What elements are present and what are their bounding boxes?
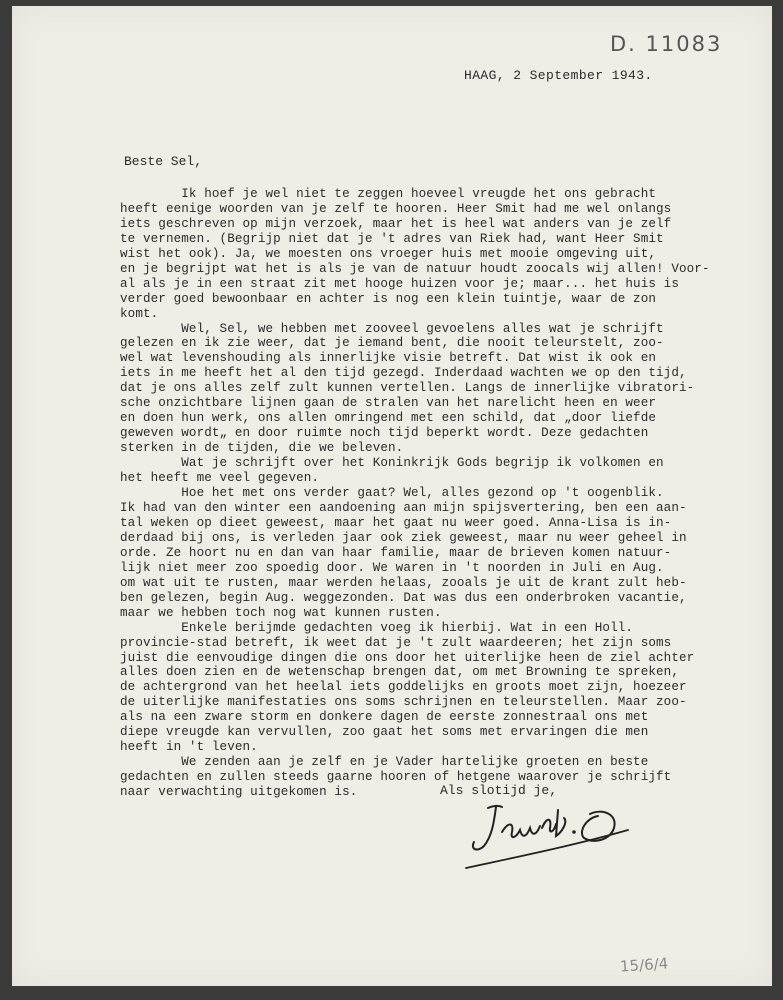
letter-line: en je begrijpt wat het is als je van de natuur houdt zoocals wij allen! Voor- <box>120 261 710 276</box>
letter-line: Ik had van den winter een aandoening aan mijn spijsvertering, ben een aan- <box>120 500 687 515</box>
letter-line: het heeft me veel gegeven. <box>120 471 320 486</box>
salutation: Beste Sel, <box>124 154 203 169</box>
signature-icon <box>452 788 642 880</box>
letter-line: provincie-stad betreft, ik weet dat je 't zult waardeeren; het zijn soms <box>120 635 672 650</box>
letter-line: wel wat levenshouding als innerlijke visie betreft. Dat wist ik ook en <box>120 351 657 366</box>
letter-line: en doen hun werk, ons allen omringend met een schild, dat „door liefde <box>120 411 657 426</box>
letter-line: alles doen zien en de wetenschap brengen dat, om met Browning te spreken, <box>120 665 679 680</box>
letter-line: derdaad bij ons, is verleden jaar ook ziek geweest, maar nu weer geheel in <box>120 530 687 545</box>
pencil-annotation: 15/6/4 <box>619 954 669 976</box>
letter-line: sche onzichtbare lijnen gaan de stralen van het narelicht heen en weer <box>120 396 657 411</box>
closing-phrase: Als slotijd je, <box>440 783 558 798</box>
letter-line: sterken in de tijden, die we beleven. <box>120 441 404 456</box>
letter-line: Ik hoef je wel niet te zeggen hoeveel vreugde het ons gebracht <box>120 186 657 201</box>
letter-line: dat je ons alles zelf zult kunnen vertellen. Langs de innerlijke vibratori- <box>120 381 695 396</box>
letter-line: lijk niet meer zoo spoedig door. We waren in 't noorden in Juli en Aug. <box>120 560 664 575</box>
letter-line: iets geschreven op mijn verzoek, maar het is heel wat anders van je zelf <box>120 216 672 231</box>
letter-line: diepe vreugde kan vervullen, zoo gaat het soms met ervaringen die men <box>120 725 649 740</box>
letter-line: de achtergrond van het heelal iets goddelijks en groots moet zijn, hoezeer <box>120 680 687 695</box>
letter-line: om wat uit te rusten, maar werden helaas, zooals je uit de krant zult heb- <box>120 575 687 590</box>
letter-line: ben gelezen, begin Aug. weggezonden. Dat was dus een onderbroken vacantie, <box>120 590 687 605</box>
letter-line: Enkele berijmde gedachten voeg ik hierbij. Wat in een Holl. <box>120 620 634 635</box>
letter-line: gedachten en zullen steeds gaarne hooren of hetgene waarover je schrijft <box>120 770 672 785</box>
letter-line: te vernemen. (Begrijp niet dat je 't adres van Riek had, want Heer Smit <box>120 231 664 246</box>
letter-line: Hoe het met ons verder gaat? Wel, alles gezond op 't oogenblik. <box>120 486 664 501</box>
letter-line: naar verwachting uitgekomen is. <box>120 785 358 800</box>
letter-line: juist die eenvoudige dingen die ons door het uiterlijke heen de ziel achter <box>120 650 695 665</box>
archive-reference-number: D. 11083 <box>610 32 723 56</box>
letter-line: al als je in een straat zit met hooge huizen voor je; maar... het huis is <box>120 276 679 291</box>
letter-sheet <box>12 6 772 986</box>
letter-line <box>120 172 760 187</box>
letter-line: heeft in 't leven. <box>120 740 258 755</box>
letter-line: Wel, Sel, we hebben met zooveel gevoelens alles wat je schrijft <box>120 321 664 336</box>
letter-line: wist het ook). Ja, we moesten ons vroeger huis met mooie omgeving uit, <box>120 246 657 261</box>
letter-line: de uiterlijke manifestaties ons soms schrijnen en teleurstellen. Maar zoo- <box>120 695 687 710</box>
letter-line: geweven wordt„ en door ruimte noch tijd beperkt wordt. Deze gedachten <box>120 426 649 441</box>
letter-line: orde. Ze hoort nu en dan van haar familie, maar de brieven komen natuur- <box>120 545 672 560</box>
letter-line: gelezen en ik zie weer, dat je iemand bent, die nooit teleurstelt, zoo- <box>120 336 664 351</box>
letter-line: We zenden aan je zelf en je Vader hartelijke groeten en beste <box>120 755 649 770</box>
letter-line: iets in me heeft het al den tijd gezegd. Inderdaad wachten we op den tijd, <box>120 366 687 381</box>
letter-line: tal weken op dieet geweest, maar het gaat nu weer goed. Anna-Lisa is in- <box>120 515 672 530</box>
letter-line: komt. <box>120 306 159 321</box>
date-line: HAAG, 2 September 1943. <box>464 68 653 83</box>
letter-line: maar we hebben toch nog wat kunnen rusten. <box>120 605 442 620</box>
letter-line: heeft eenige woorden van je zelf te hooren. Heer Smit had me wel onlangs <box>120 201 672 216</box>
letter-body <box>120 172 760 800</box>
letter-line: verder goed bewoonbaar en achter is nog een klein tuintje, waar de zon <box>120 291 657 306</box>
letter-line: als na een zware storm en donkere dagen de eerste zonnestraal ons met <box>120 710 649 725</box>
letter-line: Wat je schrijft over het Koninkrijk Gods begrijp ik volkomen en <box>120 456 664 471</box>
handwritten-signature <box>452 788 642 885</box>
